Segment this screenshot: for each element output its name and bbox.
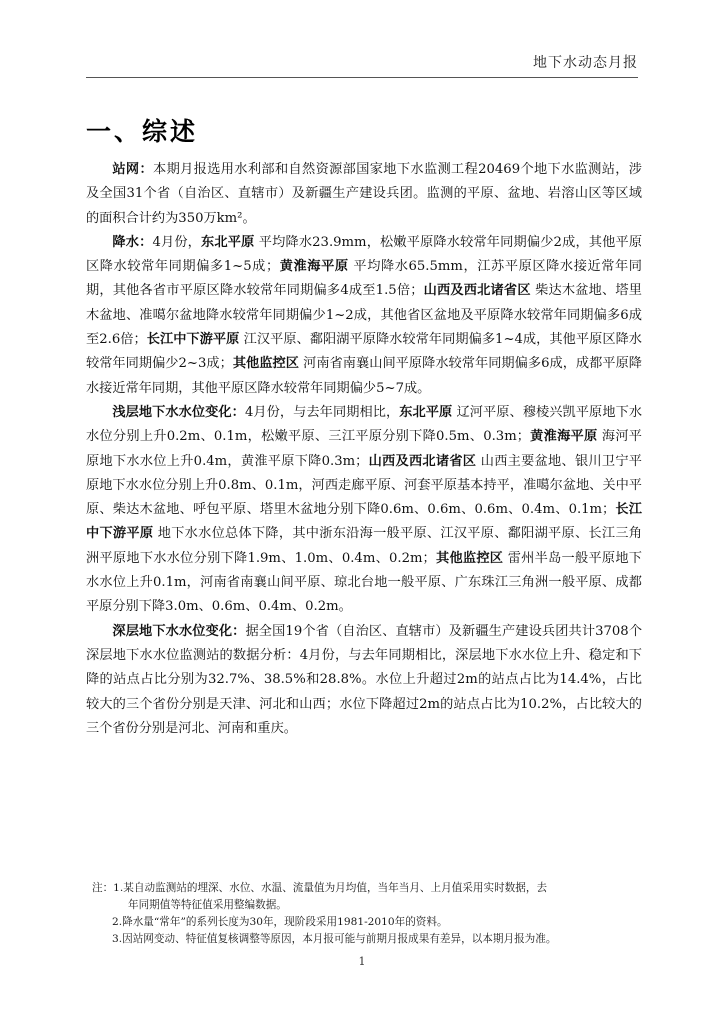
region-label: 山西及西北诸省区: [423, 283, 531, 299]
text-segment: 4月份，与去年同期相比，: [244, 404, 400, 420]
text-segment: 江汉平原、鄱阳湖平原降水较常年同期偏多1~4成，其他平原区降水较常年同期偏少2~3成；: [86, 332, 642, 372]
region-label: 东北平原: [399, 404, 453, 420]
region-label: 东北平原: [201, 234, 255, 250]
text-segment: 地下水水位总体下降，其中浙东沿海一般平原、江汉平原、鄱阳湖平原、长江三角洲平原地下水水位分别下降1.9m、1.0m、0.4m、0.2m；: [86, 526, 642, 566]
footnotes: [92, 880, 640, 948]
text-deep-groundwater: 据全国19个省（自治区、直辖市）及新疆生产建设兵团共计3708个深层地下水水位监测站的数据分析：4月份，与去年同期相比，深层地下水水位上升、稳定和下降的站点占比分别为32.7%、38.5%和28.8%。水位上升超过2m的站点占比为14.4%，占比较大的三个省份分别是天津、河北和山西；水位下降超过2m的站点占比为10.2%，占比较大的三个省份分别是河北、河南和重庆。: [86, 623, 643, 736]
text-station-network: 本期月报选用水利部和自然资源部国家地下水监测工程20469个地下水监测站，涉及全国31个省（自治区、直辖市）及新疆生产建设兵团。监测的平原、盆地、岩溶山区等区域的面积合计约为350万km²。: [86, 162, 642, 226]
note-2: 2.降水量“常年”的系列长度为30年，现阶段采用1981-2010年的资料。: [112, 916, 448, 928]
section-heading: 一、综述: [86, 117, 199, 146]
text-segment: 平均降水65.5mm，江苏平原区降水接近常年同期，其他各省市平原区降水较常年同期偏多4成至1.5倍；: [86, 259, 642, 299]
region-label: 黄淮海平原: [279, 259, 349, 275]
region-label: 黄淮海平原: [529, 429, 598, 445]
text-segment: 河南省南襄山间平原降水较常年同期偏多6成，成都平原降水接近常年同期，其他平原区降水较常年同期偏少5~7成。: [86, 356, 642, 396]
text-segment: 柴达木盆地、塔里木盆地、准噶尔盆地降水较常年同期偏少1~2成，其他省区盆地及平原降水较常年同期偏多6成至2.6倍；: [86, 283, 642, 348]
text-segment: 山西主要盆地、银川卫宁平原地下水水位分别上升0.8m、0.1m，河西走廊平原、河套平原基本持平，准噶尔盆地、关中平原、柴达木盆地、呼包平原、塔里木盆地分别下降0.6m、0.6m、0.6m、0.4m、0.1m；: [86, 453, 642, 518]
text-segment: 雷州半岛一般平原地下水水位上升0.1m，河南省南襄山间平原、琼北台地一般平原、广东珠江三角洲一般平原、成都平原分别下降3.0m、0.6m、0.4m、0.2m。: [86, 550, 642, 615]
paragraph-shallow-groundwater: [86, 401, 642, 620]
text-segment: 4月份，: [152, 234, 202, 250]
header-title: 地下水动态月报: [533, 55, 638, 71]
paragraph-deep-groundwater: [86, 620, 642, 741]
text-segment: 平均降水23.9mm，松嫩平原降水较常年同期偏少2成，其他平原区降水较常年同期偏多1~5成；: [86, 234, 643, 275]
region-label: 长江中下游平原: [146, 332, 240, 348]
paragraph-station-network: [86, 158, 642, 231]
label-deep-groundwater: 深层地下水水位变化：: [112, 623, 246, 639]
text-segment: 海河平原地下水水位上升0.4m，黄淮平原下降0.3m；: [86, 429, 642, 469]
header-rule: [86, 77, 638, 78]
region-label: 其他监控区: [435, 550, 504, 566]
region-label: 山西及西北诸省区: [368, 453, 477, 469]
text-segment: 辽河平原、穆棱兴凯平原地下水水位分别上升0.2m、0.1m，松嫩平原、三江平原分别下降0.5m、0.3m；: [86, 404, 643, 445]
label-station-network: 站网：: [112, 162, 154, 177]
region-label: 其他监控区: [232, 356, 299, 372]
label-precipitation: 降水：: [112, 234, 153, 250]
note-1: 注：1.某自动监测站的埋深、水位、水温、流量值为月均值，当年当月、上月值采用实时数据，去: [92, 882, 548, 894]
body-text: [86, 158, 642, 741]
page-number: 1: [358, 955, 366, 968]
paragraph-precipitation: [86, 231, 642, 401]
note-1-continued: 年同期值等特征值采用整编数据。: [128, 899, 287, 911]
label-shallow-groundwater: 浅层地下水水位变化：: [112, 404, 245, 420]
region-label: 长江中下游平原: [86, 502, 642, 542]
note-3: 3.因站网变动、特征值复核调整等原因，本月报可能与前期月报成果有差异，以本期月报为准。: [112, 933, 557, 945]
